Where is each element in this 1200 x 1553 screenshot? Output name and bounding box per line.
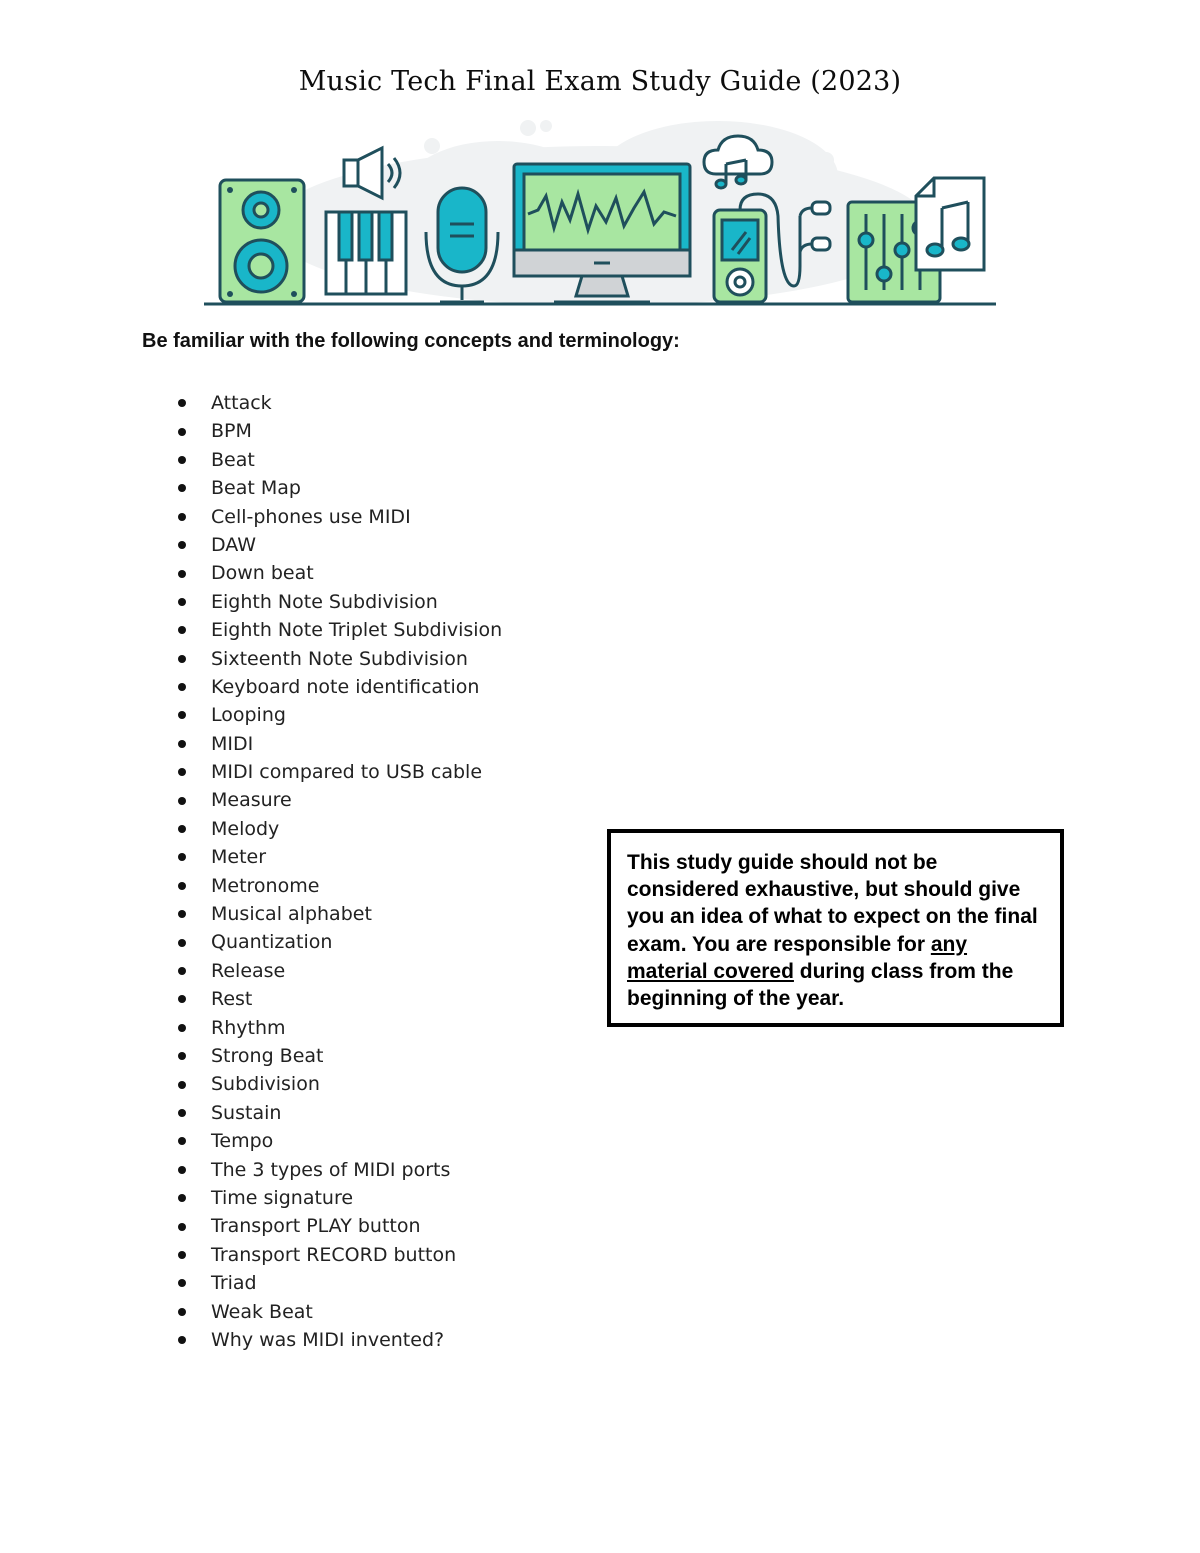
- list-item: [172, 701, 502, 729]
- list-item: [172, 1099, 502, 1127]
- sheet-music-icon: [916, 178, 984, 270]
- bullet-icon: [178, 1223, 186, 1231]
- list-item: [172, 928, 502, 956]
- term-label: BPM: [211, 420, 252, 443]
- list-item: [172, 1042, 502, 1070]
- term-label: The 3 types of MIDI ports: [211, 1158, 451, 1181]
- bullet-icon: [178, 456, 186, 464]
- term-label: Time signature: [211, 1186, 354, 1209]
- bullet-icon: [178, 428, 186, 436]
- term-label: Why was MIDI invented?: [211, 1328, 445, 1351]
- list-item: [172, 1241, 502, 1269]
- bullet-icon: [178, 967, 186, 975]
- bullet-icon: [178, 1024, 186, 1032]
- list-item: [172, 673, 502, 701]
- term-label: Beat: [211, 448, 255, 471]
- bullet-icon: [178, 1279, 186, 1287]
- term-label: Transport RECORD button: [211, 1243, 457, 1266]
- bullet-icon: [178, 797, 186, 805]
- term-label: DAW: [211, 533, 257, 556]
- term-label: Sustain: [211, 1101, 282, 1124]
- term-label: Tempo: [211, 1130, 274, 1153]
- notice-text-end: during class from the beginning of the year.: [627, 959, 1014, 1011]
- notice-underlined-text: any material covered: [627, 932, 968, 983]
- term-label: MIDI: [211, 732, 254, 755]
- list-item: [172, 957, 502, 985]
- list-item: [172, 588, 502, 616]
- term-label: Release: [211, 959, 286, 982]
- list-item: [172, 1298, 502, 1326]
- page-title: Music Tech Final Exam Study Guide (2023): [298, 66, 902, 97]
- list-item: [172, 1127, 502, 1155]
- bullet-icon: [178, 711, 186, 719]
- bullet-icon: [178, 882, 186, 890]
- term-label: Cell-phones use MIDI: [211, 505, 411, 528]
- bullet-icon: [178, 655, 186, 663]
- terms-list: [172, 389, 502, 1354]
- list-item: [172, 1070, 502, 1098]
- speaker-icon: [220, 180, 304, 302]
- list-item: [172, 446, 502, 474]
- notice-box: [607, 829, 1064, 1027]
- list-item: [172, 1326, 502, 1354]
- term-label: Triad: [211, 1272, 257, 1295]
- bullet-icon: [178, 1052, 186, 1060]
- term-label: Rest: [211, 988, 253, 1011]
- term-label: Quantization: [211, 931, 333, 954]
- music-tech-banner: [198, 116, 1002, 312]
- bullet-icon: [178, 740, 186, 748]
- bullet-icon: [178, 484, 186, 492]
- term-label: Down beat: [211, 562, 314, 585]
- list-item: [172, 474, 502, 502]
- list-item: [172, 616, 502, 644]
- bullet-icon: [178, 1308, 186, 1316]
- term-label: Looping: [211, 704, 286, 727]
- term-label: Musical alphabet: [211, 903, 372, 926]
- term-label: Melody: [211, 817, 280, 840]
- list-item: [172, 389, 502, 417]
- bullet-icon: [178, 598, 186, 606]
- bullet-icon: [178, 939, 186, 947]
- list-item: [172, 758, 502, 786]
- bullet-icon: [178, 513, 186, 521]
- term-label: Keyboard note identification: [211, 675, 480, 698]
- bullet-icon: [178, 683, 186, 691]
- notice-text: This study guide should not be considered exhaustive, but should give you an idea of what to expect on the final exam. You are responsible for: [627, 851, 1038, 956]
- list-item: [172, 417, 502, 445]
- intro-text: Be familiar with the following concepts and terminology:: [142, 330, 680, 352]
- list-item: [172, 1212, 502, 1240]
- term-label: MIDI compared to USB cable: [211, 761, 483, 784]
- bullet-icon: [178, 1194, 186, 1202]
- list-item: [172, 503, 502, 531]
- term-label: Weak Beat: [211, 1300, 313, 1323]
- list-item: [172, 786, 502, 814]
- term-label: Sixteenth Note Subdivision: [211, 647, 468, 670]
- list-item: [172, 645, 502, 673]
- bullet-icon: [178, 825, 186, 833]
- bullet-icon: [178, 1109, 186, 1117]
- list-item: [172, 900, 502, 928]
- bullet-icon: [178, 853, 186, 861]
- term-label: Eighth Note Triplet Subdivision: [211, 619, 503, 642]
- list-item: [172, 872, 502, 900]
- term-label: Beat Map: [211, 477, 301, 500]
- term-label: Strong Beat: [211, 1044, 324, 1067]
- bullet-icon: [178, 1081, 186, 1089]
- bullet-icon: [178, 626, 186, 634]
- bullet-icon: [178, 995, 186, 1003]
- list-item: [172, 1156, 502, 1184]
- bullet-icon: [178, 1251, 186, 1259]
- term-label: Measure: [211, 789, 292, 812]
- list-item: [172, 843, 502, 871]
- list-item: [172, 531, 502, 559]
- term-label: Rhythm: [211, 1016, 286, 1039]
- list-item: [172, 815, 502, 843]
- bullet-icon: [178, 910, 186, 918]
- term-label: Subdivision: [211, 1073, 320, 1096]
- list-item: [172, 1184, 502, 1212]
- bullet-icon: [178, 1166, 186, 1174]
- piano-keys-icon: [326, 212, 406, 294]
- bullet-icon: [178, 1137, 186, 1145]
- term-label: Attack: [211, 392, 272, 414]
- term-label: Meter: [211, 846, 267, 869]
- list-item: [172, 1269, 502, 1297]
- bullet-icon: [178, 1336, 186, 1344]
- term-label: Metronome: [211, 874, 320, 897]
- music-player-icon: [714, 210, 766, 302]
- list-item: [172, 985, 502, 1013]
- list-item: [172, 730, 502, 758]
- list-item: [172, 559, 502, 587]
- term-label: Transport PLAY button: [211, 1215, 421, 1238]
- bullet-icon: [178, 541, 186, 549]
- term-label: Eighth Note Subdivision: [211, 590, 438, 613]
- bullet-icon: [178, 768, 186, 776]
- bullet-icon: [178, 399, 186, 407]
- bullet-icon: [178, 570, 186, 578]
- list-item: [172, 1014, 502, 1042]
